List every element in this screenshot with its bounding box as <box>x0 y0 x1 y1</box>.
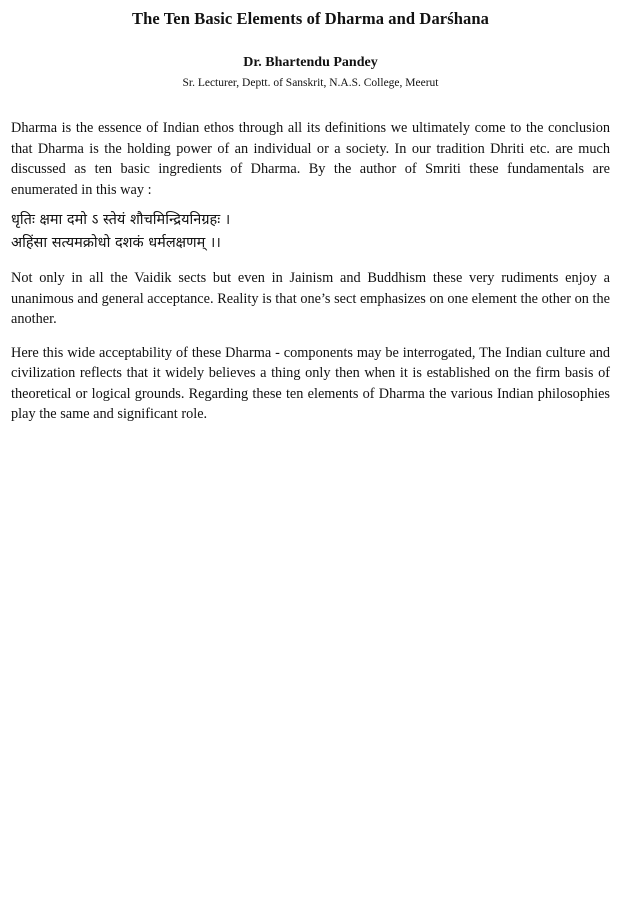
verse-line-2: अहिंसा सत्यमक्रोधो दशकं धर्मलक्षणम् ।। <box>11 235 221 251</box>
paragraph-interrogation: Here this wide acceptability of these Dharma - components may be interrogated, The Indian culture and civilization reflects that it widely believes a thing only then when it is established on the firm basis of theoretical or logical grounds. Regarding these ten elements of Dharma the various Indian philosophies play the same and significant role. <box>11 344 610 422</box>
article-title: The Ten Basic Elements of Dharma and Darśhana <box>131 9 489 28</box>
verse-line-1: धृतिः क्षमा दमो ऽ स्तेयं शौचमिन्द्रियनिग्रहः । <box>11 212 231 228</box>
paragraph-intro: Dharma is the essence of Indian ethos through all its definitions we ultimately come to the conclusion that Dharma is the holding power of an individual or a society. In our tradition Dhriti etc. are much discussed as ten basic ingredients of Dharma. By the author of Smriti these fundamentals are enumerated in this way : <box>11 120 610 198</box>
author-affiliation: Sr. Lecturer, Deptt. of Sanskrit, N.A.S. College, Meerut <box>182 77 439 89</box>
paragraph-acceptance: Not only in all the Vaidik sects but even in Jainism and Buddhism these very rudiments enjoy a unanimous and general acceptance. Reality is that one’s sect emphasizes on one element the other on the another. <box>11 270 610 327</box>
sanskrit-verse <box>11 209 610 255</box>
author-name: Dr. Bhartendu Pandey <box>243 55 378 70</box>
